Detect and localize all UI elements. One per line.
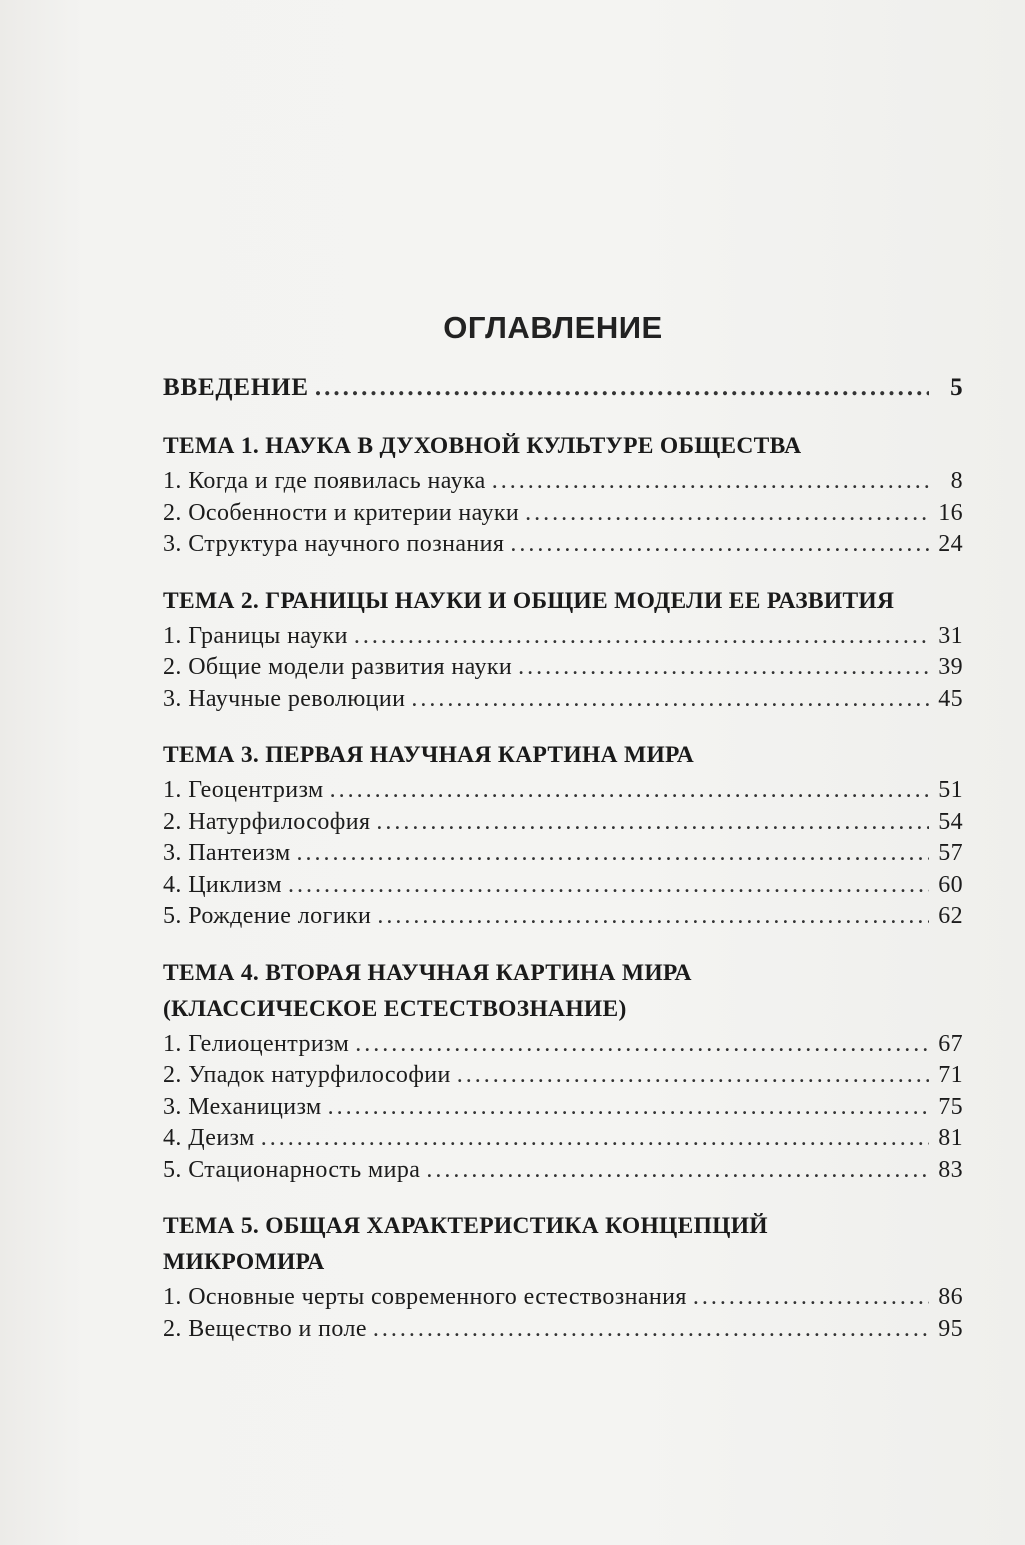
toc-entry bbox=[163, 529, 963, 561]
toc-entry bbox=[163, 466, 963, 498]
toc-page-number: 16 bbox=[938, 499, 963, 526]
toc-entry-label: 3. Пантеизм bbox=[163, 840, 291, 866]
dot-leader bbox=[330, 775, 929, 807]
dot-leader bbox=[518, 652, 929, 684]
toc-entry bbox=[163, 1123, 963, 1155]
toc-page-number: 57 bbox=[938, 840, 963, 866]
toc-page-number: 81 bbox=[938, 1125, 963, 1151]
toc-entry-label: 3. Структура научного познания bbox=[163, 531, 505, 557]
dot-leader bbox=[426, 1155, 929, 1187]
toc-entry bbox=[163, 1060, 963, 1092]
toc-page-number: 39 bbox=[938, 654, 963, 680]
toc-entry-label: 1. Когда и где появилась наука bbox=[163, 468, 486, 494]
toc-page-number: 8 bbox=[950, 468, 963, 494]
topic-heading-continued: МИКРОМИРА bbox=[163, 1249, 325, 1275]
toc-entry bbox=[163, 901, 963, 933]
toc-entry-intro bbox=[163, 372, 963, 404]
toc-entry-label: 4. Циклизм bbox=[163, 871, 282, 898]
dot-leader bbox=[315, 372, 929, 404]
toc-entry bbox=[163, 1314, 963, 1346]
dot-leader bbox=[354, 621, 929, 653]
dot-leader bbox=[693, 1282, 929, 1314]
toc-entry bbox=[163, 1092, 963, 1124]
dot-leader bbox=[377, 901, 929, 933]
topic-heading: ТЕМА 5. ОБЩАЯ ХАРАКТЕРИСТИКА КОНЦЕПЦИЙ bbox=[163, 1213, 768, 1239]
toc-entry bbox=[163, 498, 963, 530]
toc-page-number: 75 bbox=[938, 1093, 963, 1120]
toc-topic-2 bbox=[163, 585, 963, 716]
toc-entry-label: 5. Рождение логики bbox=[163, 903, 372, 929]
toc-entry-label: 2. Вещество и поле bbox=[163, 1315, 367, 1342]
dot-leader bbox=[261, 1123, 929, 1155]
toc-page-number: 83 bbox=[938, 1156, 963, 1183]
toc-page-number: 54 bbox=[938, 808, 963, 835]
toc-topic-5 bbox=[163, 1210, 963, 1345]
dot-leader bbox=[525, 498, 929, 530]
toc-entry-label: 2. Упадок натурфилософии bbox=[163, 1062, 451, 1088]
toc-entry bbox=[163, 1155, 963, 1187]
toc-entry-label: ВВЕДЕНИЕ bbox=[163, 374, 309, 401]
toc-entry-label: 2. Особенности и критерии науки bbox=[163, 499, 520, 526]
toc-topic-3 bbox=[163, 739, 963, 933]
topic-heading-continued: (КЛАССИЧЕСКОЕ ЕСТЕСТВОЗНАНИЕ) bbox=[163, 995, 627, 1022]
toc-entry bbox=[163, 775, 963, 807]
dot-leader bbox=[328, 1092, 929, 1124]
toc-page-number: 51 bbox=[938, 777, 963, 803]
toc-entry-label: 2. Натурфилософия bbox=[163, 808, 371, 835]
toc-page-number: 60 bbox=[938, 871, 963, 898]
dot-leader bbox=[373, 1314, 929, 1346]
page-title: ОГЛАВЛЕНИЕ bbox=[443, 310, 663, 345]
table-of-contents bbox=[163, 310, 963, 1369]
toc-entry-label: 1. Геоцентризм bbox=[163, 777, 324, 803]
toc-entry-label: 1. Границы науки bbox=[163, 622, 348, 649]
toc-topic-4 bbox=[163, 957, 963, 1187]
toc-page-number: 86 bbox=[938, 1284, 963, 1310]
dot-leader bbox=[288, 870, 929, 902]
dot-leader bbox=[297, 838, 929, 870]
toc-page-number: 67 bbox=[938, 1030, 963, 1057]
toc-entry-label: 4. Деизм bbox=[163, 1125, 255, 1151]
dot-leader bbox=[492, 466, 929, 498]
toc-entry bbox=[163, 838, 963, 870]
toc-entry-label: 5. Стационарность мира bbox=[163, 1156, 421, 1183]
dot-leader bbox=[411, 684, 929, 716]
topic-heading: ТЕМА 1. НАУКА В ДУХОВНОЙ КУЛЬТУРЕ ОБЩЕСТВА bbox=[163, 433, 802, 459]
toc-page-number: 5 bbox=[950, 374, 963, 401]
toc-entry bbox=[163, 1029, 963, 1061]
topic-heading: ТЕМА 2. ГРАНИЦЫ НАУКИ И ОБЩИЕ МОДЕЛИ ЕЕ РАЗВИТИЯ bbox=[163, 587, 895, 614]
toc-entry bbox=[163, 652, 963, 684]
toc-entry-label: 3. Научные революции bbox=[163, 685, 406, 712]
dot-leader bbox=[510, 529, 929, 561]
toc-page-number: 31 bbox=[938, 622, 963, 649]
toc-topic-1 bbox=[163, 430, 963, 561]
dot-leader bbox=[355, 1029, 929, 1061]
toc-entry-label: 3. Механицизм bbox=[163, 1093, 322, 1120]
toc-page-number: 95 bbox=[938, 1315, 963, 1342]
topic-heading: ТЕМА 3. ПЕРВАЯ НАУЧНАЯ КАРТИНА МИРА bbox=[163, 742, 694, 768]
toc-entry-label: 2. Общие модели развития науки bbox=[163, 654, 513, 680]
toc-page-number: 62 bbox=[938, 903, 963, 929]
toc-entry-label: 1. Основные черты современного естествознания bbox=[163, 1284, 687, 1310]
toc-entry bbox=[163, 621, 963, 653]
dot-leader bbox=[457, 1060, 929, 1092]
toc-page-number: 71 bbox=[938, 1062, 963, 1088]
toc-page-number: 24 bbox=[938, 531, 963, 557]
toc-page-number: 45 bbox=[938, 685, 963, 712]
toc-entry bbox=[163, 1282, 963, 1314]
toc-entry bbox=[163, 870, 963, 902]
topic-heading: ТЕМА 4. ВТОРАЯ НАУЧНАЯ КАРТИНА МИРА bbox=[163, 959, 692, 986]
toc-entry-label: 1. Гелиоцентризм bbox=[163, 1030, 350, 1057]
dot-leader bbox=[376, 807, 929, 839]
toc-entry bbox=[163, 807, 963, 839]
toc-entry bbox=[163, 684, 963, 716]
